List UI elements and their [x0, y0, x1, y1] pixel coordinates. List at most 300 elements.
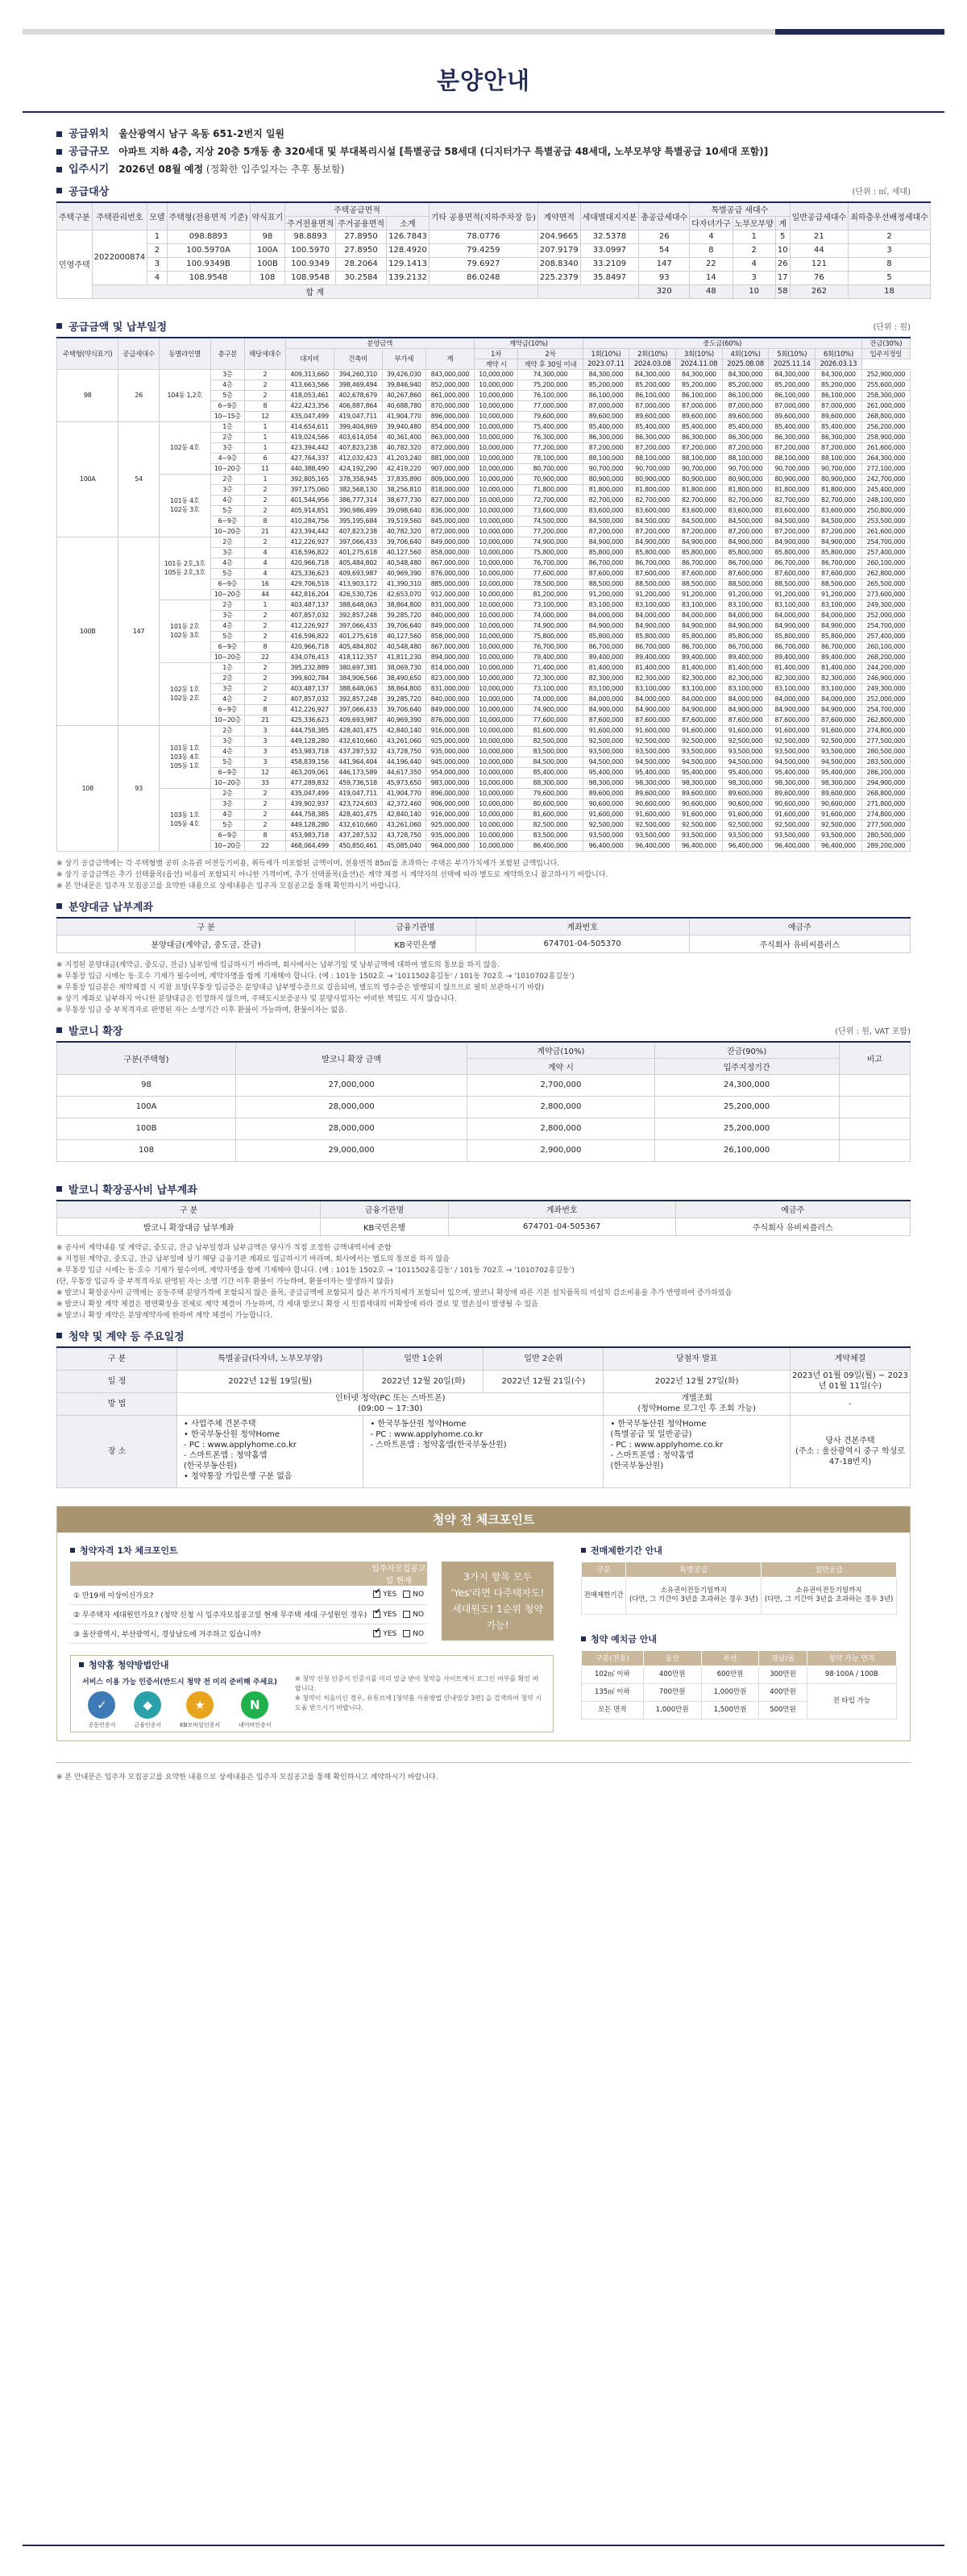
yes-checkbox[interactable]: ✔ YES — [370, 1586, 400, 1605]
cell: 2 — [245, 694, 285, 704]
cell: 2층 — [210, 432, 245, 442]
cell: 84,900,000 — [769, 620, 816, 631]
cell: 79,400,000 — [518, 652, 583, 662]
cell: 420,966,718 — [285, 558, 334, 568]
cell: 84,900,000 — [583, 704, 629, 715]
cell: 79.6927 — [429, 257, 537, 271]
cell: 2,800,000 — [467, 1118, 655, 1139]
cell: 계 — [425, 348, 474, 369]
cell: 852,000,000 — [425, 380, 474, 390]
cell: 83,100,000 — [816, 683, 862, 694]
cell: 3층 — [210, 799, 245, 809]
cell: 6~9층 — [210, 400, 245, 411]
cell — [839, 1118, 910, 1139]
cell: 88,100,000 — [583, 453, 629, 463]
cell: 10,000,000 — [474, 599, 517, 610]
cell: 945,000,000 — [425, 757, 474, 767]
cell: 95,400,000 — [583, 767, 629, 778]
balcony-heading: 발코니 확장 (단위 : 원, VAT 포함) — [56, 1023, 911, 1038]
cell: 82,700,000 — [769, 495, 816, 505]
no-checkbox[interactable]: NO — [400, 1624, 427, 1644]
cell: 258,300,000 — [861, 390, 910, 400]
cell: 10,000,000 — [474, 589, 517, 599]
cell: 83,100,000 — [769, 599, 816, 610]
cell: 88,300,000 — [518, 778, 583, 788]
cell: 435,047,499 — [285, 788, 334, 799]
cell: 82,700,000 — [722, 495, 769, 505]
cell: 44,196,440 — [382, 757, 425, 767]
cell: 74,300,000 — [518, 369, 583, 380]
cell: 108.9548 — [285, 271, 336, 284]
cell: 29,000,000 — [236, 1139, 467, 1161]
cell: 87,200,000 — [769, 442, 816, 453]
cell: 84,900,000 — [816, 537, 862, 547]
cell: 4 — [245, 558, 285, 568]
cell: 91,600,000 — [816, 809, 862, 819]
cell: 876,000,000 — [425, 568, 474, 579]
cell: 843,000,000 — [425, 369, 474, 380]
cell: 397,175,060 — [285, 484, 334, 495]
cell: 845,000,000 — [425, 516, 474, 526]
cell: 계약 후 30일 이내 — [518, 359, 583, 369]
cell: 91,600,000 — [583, 809, 629, 819]
cell — [839, 1096, 910, 1118]
cell: 2 — [245, 809, 285, 819]
cell: 계약 시 — [467, 1058, 655, 1074]
cell: 818,000,000 — [425, 484, 474, 495]
cell: 89,600,000 — [816, 411, 862, 421]
cell: 일반 2순위 — [484, 1347, 604, 1370]
table-row — [57, 725, 911, 736]
cell: 최하층우선배정세대수 — [849, 202, 931, 230]
cell: 33 — [245, 778, 285, 788]
cell: 86,300,000 — [816, 432, 862, 442]
no-checkbox[interactable]: NO — [400, 1605, 427, 1624]
cell: 93,500,000 — [583, 830, 629, 840]
cell: 84,000,000 — [722, 610, 769, 620]
cell: 84,500,000 — [816, 516, 862, 526]
cell: 89,600,000 — [676, 788, 723, 799]
cert-guide: 청약홈 청약방법안내 서비스 이용 가능 인증서(반드시 청약 전 미리 준비해 주세요) ✓ 공동인증서 ◆ 금융인증서 ★ KB모바일인증서 N 네이버인증서 ※ 청약 신청 인증서 인증서를 미리 발급 받아 청약을 사이트에서 로그인 여부를 확인 바랍니다. ※ 청약이 처음이신 경우, 유튜브에 [청약홈 사용방법 안내영상 3편] 을 검색하여 청약 시 도움 받으시기 바랍니다. — [70, 1655, 554, 1732]
cell: 공급세대수 — [118, 338, 159, 370]
cell: 96,400,000 — [583, 840, 629, 851]
cell: 87,600,000 — [769, 715, 816, 725]
cell: 98,300,000 — [722, 778, 769, 788]
cell: 388,648,063 — [334, 599, 382, 610]
cell: 14 — [690, 271, 733, 284]
account-notes: ※ 지정된 분양대금(계약금, 중도금, 잔금) 납부일에 입금하시기 바라며, 회사에서는 납부기일 및 납부금액에 대하여 별도의 통보를 하지 않음. ※ 무통장 입금 시에는 동·호수 기재가 필수이며, 계약자명을 함께 기재해야 합니다. (예 : 101동 1502호 → '1011502홍길동' / 101동 702호 → '1010702홍길동') ※ 무통장 입금분은 계약체결 시 지참 요망(무통장 입금증은 분양대금 납부영수증으로 갈음되며, 별도의 영수증은 발행되지 않으므로 필히 보관하시기 바람) ※ 상기 계좌로 납부하지 아니한 분양대금은 인정하지 않으며, 주택도시보증공사 및 분양사업자는 어떠한 책임도 지지 않습니다. ※ 무통장 입금 중 부적격자로 판명된 자는 소명기간 이후 환불이 가능하며, 환불이자는 없음. — [56, 961, 575, 1014]
cell: 41,390,310 — [382, 579, 425, 589]
cell: 주택형(약식표기) — [57, 338, 118, 370]
cell: 분양금액 — [285, 338, 474, 349]
cell: 8 — [849, 257, 931, 271]
table-row — [57, 599, 911, 610]
cell: 88,100,000 — [722, 453, 769, 463]
checklist-row: ③ 울산광역시, 부산광역시, 경상남도에 거주하고 있습니까? ✔ YES NO — [70, 1624, 427, 1644]
cell: 100B — [57, 537, 118, 725]
cell: 84,900,000 — [722, 537, 769, 547]
cell: 48 — [690, 284, 733, 298]
balcony-account-heading: 발코니 확장공사비 납부계좌 — [56, 1181, 911, 1197]
cell: 74,900,000 — [518, 537, 583, 547]
cell: 84,500,000 — [518, 757, 583, 767]
cell: 246,900,000 — [861, 673, 910, 683]
cell: 098.8893 — [167, 230, 250, 243]
cell: 84,900,000 — [583, 620, 629, 631]
cell: 814,000,000 — [425, 662, 474, 673]
cell: 10~20층 — [210, 778, 245, 788]
cell: 885,000,000 — [425, 579, 474, 589]
cell: 90,600,000 — [629, 799, 676, 809]
cell: 444,758,385 — [285, 809, 334, 819]
cell: 구 분 — [57, 1201, 321, 1218]
cell: 10~20층 — [210, 840, 245, 851]
cell: 5층 — [210, 390, 245, 400]
cell: 432,610,660 — [334, 736, 382, 746]
cell: 10,000,000 — [474, 799, 517, 809]
cell: 5층 — [210, 757, 245, 767]
cell: 98 — [57, 1074, 236, 1096]
cell: 43,728,750 — [382, 746, 425, 757]
cell: 2 — [245, 819, 285, 830]
cell: 77,200,000 — [518, 526, 583, 537]
cell: 21 — [245, 526, 285, 537]
cell: 42,840,140 — [382, 725, 425, 736]
cell: 872,000,000 — [425, 442, 474, 453]
cell: 80,900,000 — [769, 474, 816, 484]
cell: 85,400,000 — [676, 421, 723, 432]
cell: 380,697,381 — [334, 662, 382, 673]
cell: 39,285,720 — [382, 694, 425, 704]
cell: 427,764,337 — [285, 453, 334, 463]
eligibility-checklist: 입주자모집공고일 현재 ① 만19세 이상이신가요? ✔ YES NO ② 무주택자 세대원인가요? (청약 신청 시 입주자모집공고일 현재 무주택 세대 구성원인 경우) ✔ YES NO ③ 울산광역시, 부산광역시, 경상남도에 거주하고 있습니까? ✔ YES NO — [70, 1562, 427, 1645]
cell: 87,200,000 — [722, 442, 769, 453]
cell: 10,000,000 — [474, 641, 517, 652]
cell: 40,548,480 — [382, 641, 425, 652]
cell: 252,900,000 — [861, 369, 910, 380]
cell: 10,000,000 — [474, 683, 517, 694]
cell: 계약금(10%) — [474, 338, 583, 349]
cell: 87,000,000 — [816, 400, 862, 411]
cell: 83,100,000 — [722, 599, 769, 610]
cell: 86,100,000 — [629, 390, 676, 400]
cell: 92,500,000 — [769, 736, 816, 746]
cell: 84,300,000 — [816, 369, 862, 380]
cell: 83,100,000 — [769, 683, 816, 694]
cell: 85,400,000 — [518, 767, 583, 778]
yes-checkbox[interactable]: ✔ YES — [370, 1624, 400, 1644]
cell: 38,069,730 — [382, 662, 425, 673]
cell: 84,000,000 — [816, 610, 862, 620]
cell: 10,000,000 — [474, 526, 517, 537]
cell: 253,500,000 — [861, 516, 910, 526]
cell: 87,000,000 — [722, 400, 769, 411]
cell: 435,047,499 — [285, 411, 334, 421]
cell: 204.9665 — [537, 230, 580, 243]
cell: 674701-04-505367 — [448, 1218, 675, 1236]
cell: 91,600,000 — [676, 725, 723, 736]
cell: 87,200,000 — [583, 526, 629, 537]
cell: 41,203,240 — [382, 453, 425, 463]
cell: 272,100,000 — [861, 463, 910, 474]
cell: 85,400,000 — [816, 421, 862, 432]
cell: 39,706,640 — [382, 537, 425, 547]
cell: 33.2109 — [580, 257, 639, 271]
cell: 당사 견본주택 (주소 : 울산광역시 중구 학성로 47-18번지) — [790, 1415, 910, 1487]
cell: 83,100,000 — [722, 683, 769, 694]
cell: 3층 — [210, 683, 245, 694]
cell: 모델 — [147, 202, 167, 230]
cell: 계약 시 — [474, 359, 517, 369]
cell: 90,600,000 — [816, 799, 862, 809]
cell: 89,400,000 — [583, 652, 629, 662]
cell: 10,000,000 — [474, 463, 517, 474]
cell: 93,500,000 — [629, 746, 676, 757]
cell: 964,000,000 — [425, 840, 474, 851]
cell: 83,100,000 — [629, 599, 676, 610]
cell: 876,000,000 — [425, 715, 474, 725]
cell: 92,500,000 — [583, 736, 629, 746]
cell: 84,900,000 — [676, 704, 723, 715]
cell: 6~9층 — [210, 579, 245, 589]
cell: 413,903,172 — [334, 579, 382, 589]
balcony-account-table — [56, 1200, 911, 1237]
cell: 419,024,566 — [285, 432, 334, 442]
cell: 101동 2호,3호 105동 2호,3호 — [159, 537, 210, 599]
cell: 836,000,000 — [425, 505, 474, 516]
cell: 89,400,000 — [816, 652, 862, 662]
cell: 10,000,000 — [474, 537, 517, 547]
cell: 277,500,000 — [861, 819, 910, 830]
cell: 2 — [245, 369, 285, 380]
cell: 100.5970 — [285, 243, 336, 257]
cell: 84,900,000 — [676, 537, 723, 547]
cell: 6~9층 — [210, 641, 245, 652]
cell: 2025.08.08 — [722, 359, 769, 369]
cell: 88,500,000 — [816, 579, 862, 589]
cell: 92,500,000 — [816, 819, 862, 830]
cell: 83,100,000 — [583, 683, 629, 694]
cell: 82,300,000 — [769, 673, 816, 683]
cell: 21 — [245, 715, 285, 725]
schedule-table — [56, 1346, 911, 1488]
cell: 10,000,000 — [474, 432, 517, 442]
top-accent-bar — [23, 29, 944, 35]
cell: 86,700,000 — [676, 558, 723, 568]
cell: 입주지정기간 — [654, 1058, 839, 1074]
cell: 254,700,000 — [861, 704, 910, 715]
yes-checkbox[interactable]: ✔ YES — [370, 1605, 400, 1624]
cell: 84,900,000 — [769, 537, 816, 547]
cell: 38,864,800 — [382, 683, 425, 694]
cell: 계약면적 — [537, 202, 580, 230]
cell: 40,267,860 — [382, 390, 425, 400]
cell: 425,336,623 — [285, 715, 334, 725]
cell: 423,394,442 — [285, 442, 334, 453]
cell: 6~9층 — [210, 767, 245, 778]
cell: 88,500,000 — [583, 579, 629, 589]
cell: 86,700,000 — [629, 558, 676, 568]
cell: 76,100,000 — [518, 390, 583, 400]
price-notes: ※ 상기 공급금액에는 각 주택형별 공히 소유권 이전등기비용, 취득세가 미포함된 금액이며, 전용면적 85㎡를 초과하는 주택은 부가가치세가 포함된 금액입니다. ※ 상기 공급금액은 추가 선택품목(옵션) 비용이 포함되지 아니한 가격이며, 추가 선택품목(옵션)은 계약 체결 시 계약자의 선택에 따라 별도로 계약하오니 참고하시기 바랍니다. ※ 본 안내문은 입주자 모집공고를 요약한 내용으로 상세내용은 입주자 모집공고를 통해 확인하시기 바랍니다. — [56, 859, 608, 890]
cell: 43,728,750 — [382, 830, 425, 840]
cell: 870,000,000 — [425, 400, 474, 411]
cell: 423,394,442 — [285, 526, 334, 537]
cell: 849,000,000 — [425, 620, 474, 631]
cell: 252,000,000 — [861, 610, 910, 620]
no-checkbox[interactable]: NO — [400, 1586, 427, 1605]
cell: 5 — [775, 230, 790, 243]
cell: 405,484,802 — [334, 558, 382, 568]
cell: 827,000,000 — [425, 495, 474, 505]
cell: 81,400,000 — [816, 662, 862, 673]
cell: 85,800,000 — [583, 547, 629, 558]
cell: 2층 — [210, 474, 245, 484]
cell: 4층 — [210, 746, 245, 757]
cell: 896,000,000 — [425, 788, 474, 799]
checkpoint-callout: 3가지 항목 모두 'Yes'라면 다주택자도! 세대원도! 1순위 청약가능! — [442, 1562, 554, 1641]
cell: 91,600,000 — [816, 725, 862, 736]
cell: 6~9층 — [210, 704, 245, 715]
cell: 10,000,000 — [474, 484, 517, 495]
table-row — [57, 230, 931, 243]
cell: 94,500,000 — [722, 757, 769, 767]
cell: 89,600,000 — [676, 411, 723, 421]
cell: 94,500,000 — [676, 757, 723, 767]
cell: 장 소 — [57, 1415, 177, 1487]
cell: 건축비 — [334, 348, 382, 369]
cell: 428,401,475 — [334, 725, 382, 736]
cell: 129.1413 — [387, 257, 430, 271]
cell: 85,400,000 — [769, 421, 816, 432]
cell: 30.2584 — [336, 271, 387, 284]
cell: 384,906,566 — [334, 673, 382, 683]
cell: 잔금(90%) — [654, 1042, 839, 1058]
cell: 93,500,000 — [583, 746, 629, 757]
cell: 261,600,000 — [861, 526, 910, 537]
cell: 4 — [690, 230, 733, 243]
cell: 416,596,822 — [285, 631, 334, 641]
cell: 95,400,000 — [769, 767, 816, 778]
cell: 86,100,000 — [769, 390, 816, 400]
cell: 2 — [245, 620, 285, 631]
cell: 76,700,000 — [518, 641, 583, 652]
cell: 특별공급 세대수 — [690, 202, 790, 216]
deposit-heading: 청약 예치금 안내 — [581, 1632, 897, 1645]
cell: 77,200,000 — [518, 442, 583, 453]
cell: 82,300,000 — [816, 673, 862, 683]
cell: 91,600,000 — [722, 725, 769, 736]
cell: 82,300,000 — [583, 673, 629, 683]
cell: 92,500,000 — [722, 736, 769, 746]
cell: 1 — [245, 442, 285, 453]
cell: 100A — [57, 421, 118, 537]
cell: 207.9179 — [537, 243, 580, 257]
cell: 86,700,000 — [722, 641, 769, 652]
cell: 85,800,000 — [629, 547, 676, 558]
cell: KB국민은행 — [355, 935, 475, 953]
cell: 89,600,000 — [722, 788, 769, 799]
cell: 80,900,000 — [722, 474, 769, 484]
cell: 916,000,000 — [425, 725, 474, 736]
cell: 100B — [250, 257, 285, 271]
cell: 86,300,000 — [676, 432, 723, 442]
cell: 39,285,720 — [382, 610, 425, 620]
cell: 407,857,032 — [285, 694, 334, 704]
cell: 831,000,000 — [425, 683, 474, 694]
cell: 274,800,000 — [861, 809, 910, 819]
cell: 84,900,000 — [583, 537, 629, 547]
cell: 453,983,718 — [285, 746, 334, 757]
cell: 100.9349B — [167, 257, 250, 271]
cell: 중도금(60%) — [583, 338, 861, 349]
cell: 407,823,238 — [334, 526, 382, 537]
cell: 388,648,063 — [334, 683, 382, 694]
cell: 84,900,000 — [629, 620, 676, 631]
cell: 10~20층 — [210, 526, 245, 537]
cell: 대지비 — [285, 348, 334, 369]
cell: 104동 1,2호 — [159, 369, 210, 421]
cell: 93,500,000 — [629, 830, 676, 840]
cell: 54 — [118, 421, 159, 537]
cell: 86,300,000 — [583, 432, 629, 442]
cell: 87,200,000 — [816, 442, 862, 453]
checkpoint-subheading: 청약자격 1차 체크포인트 — [70, 1544, 554, 1557]
cell: 90,700,000 — [722, 463, 769, 474]
cell: 91,200,000 — [583, 589, 629, 599]
cell: 81,800,000 — [722, 484, 769, 495]
cell: 418,112,357 — [334, 652, 382, 662]
cell: 399,602,784 — [285, 673, 334, 683]
cell: 비고 — [839, 1042, 910, 1074]
cell: 126.7843 — [387, 230, 430, 243]
cell: 10,000,000 — [474, 704, 517, 715]
cell: 395,232,889 — [285, 662, 334, 673]
cell: 26 — [639, 230, 690, 243]
cell: 2차 — [518, 348, 583, 359]
cell — [839, 1139, 910, 1161]
cell — [537, 284, 638, 298]
cell: 397,066,433 — [334, 704, 382, 715]
cell: 418,053,461 — [285, 390, 334, 400]
cell: 81,800,000 — [676, 484, 723, 495]
cell: 12 — [245, 411, 285, 421]
cell: 3회(10%) — [676, 348, 723, 359]
cell: 예금주 — [689, 918, 910, 935]
cell: 422,423,356 — [285, 400, 334, 411]
cell: 84,900,000 — [816, 620, 862, 631]
cell: 4층 — [210, 809, 245, 819]
cell: 44 — [790, 243, 849, 257]
cell: 906,000,000 — [425, 799, 474, 809]
cell: 6~9층 — [210, 830, 245, 840]
cell: 245,400,000 — [861, 484, 910, 495]
table-row — [57, 1415, 911, 1487]
cell: 2 — [245, 610, 285, 620]
cell: 8 — [245, 704, 285, 715]
cell: 75,800,000 — [518, 631, 583, 641]
cell: 93,500,000 — [816, 746, 862, 757]
cell: 89,600,000 — [769, 411, 816, 421]
cell: 92,500,000 — [676, 819, 723, 830]
cell: 403,487,137 — [285, 683, 334, 694]
cell: 426,530,726 — [334, 589, 382, 599]
cell: 432,610,660 — [334, 819, 382, 830]
cell: 392,857,248 — [334, 610, 382, 620]
cell: 91,600,000 — [676, 809, 723, 819]
cell: 3층 — [210, 547, 245, 558]
cell: 429,706,518 — [285, 579, 334, 589]
